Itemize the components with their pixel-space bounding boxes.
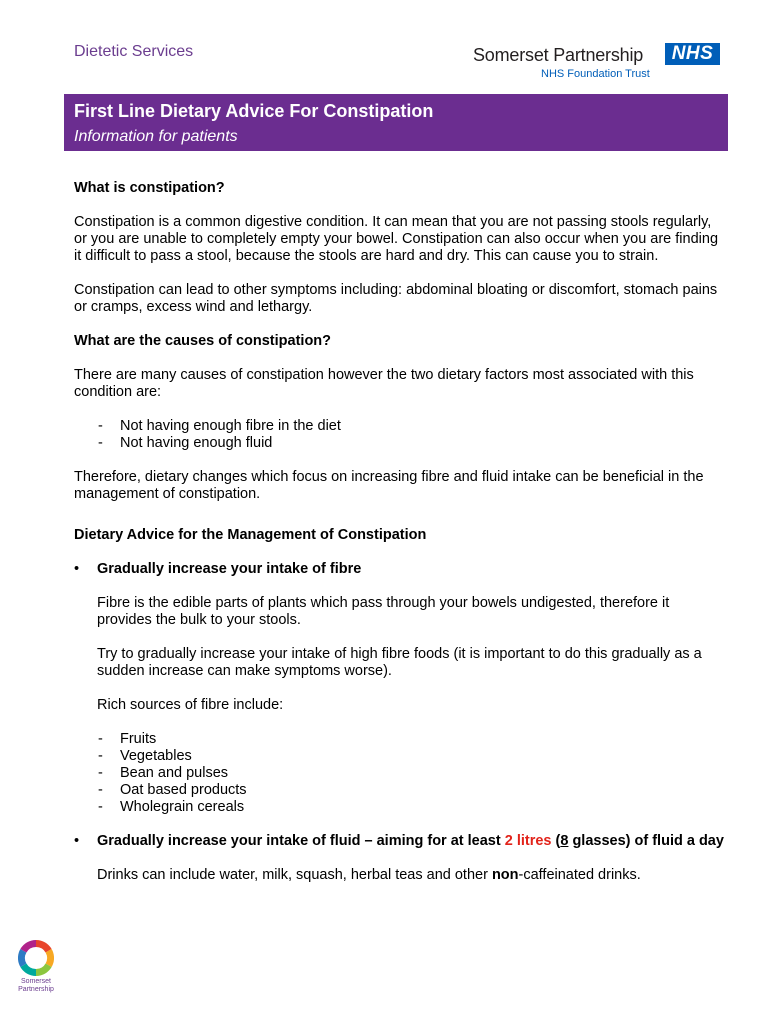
bullet-text-post: glasses) of fluid a day (568, 833, 724, 849)
section-heading-dietary-advice: Dietary Advice for the Management of Constipation (74, 527, 427, 543)
bullet-icon: • (74, 833, 80, 849)
bullet-fibre (74, 561, 724, 578)
page-subtitle: Information for patients (74, 128, 238, 145)
dash-icon: - (98, 731, 103, 747)
logo-label (16, 978, 56, 994)
bullet-text-open: ( (551, 833, 561, 849)
dash-icon: - (98, 799, 103, 815)
dash-icon: - (98, 418, 103, 434)
drinks-text-pre: Drinks can include water, milk, squash, herbal teas and other (97, 867, 492, 883)
section-heading-causes: What are the causes of constipation? (74, 333, 332, 349)
trust-name: Somerset Partnership (473, 45, 644, 65)
list-item-text: Bean and pulses (120, 765, 229, 781)
title-banner (64, 94, 728, 151)
dash-icon: - (98, 782, 103, 798)
paragraph: Constipation is a common digestive condition. It can mean that you are not passing stools regularly, or you are unable to completely empty your bowel. Constipation can also occur when you are finding it difficult to pass a stool, because the stools are hard and dry. This can cause you to strain. (74, 214, 719, 264)
nhs-logo: NHS (665, 43, 720, 65)
list-item-text: Not having enough fibre in the diet (120, 418, 341, 434)
fluid-amount-highlight: 2 litres (504, 833, 552, 849)
list-item (74, 435, 724, 452)
drinks-text-bold: non (491, 867, 519, 883)
list-item-text: Not having enough fluid (120, 435, 273, 451)
drinks-text-post: -caffeinated drinks. (518, 867, 641, 883)
document-body (74, 180, 724, 884)
list-item-text: Wholegrain cereals (120, 799, 245, 815)
paragraph: There are many causes of constipation however the two dietary factors most associated with this condition are: (74, 367, 694, 400)
bullet-icon: • (74, 561, 80, 577)
list-item (74, 748, 724, 765)
trust-logo (473, 42, 723, 82)
paragraph: Rich sources of fibre include: (97, 697, 284, 713)
bullet-text: Gradually increase your intake of fibre (97, 561, 362, 577)
trust-subtitle: NHS Foundation Trust (541, 68, 650, 80)
list-item (74, 765, 724, 782)
logo-label-line2: Partnership (18, 986, 54, 993)
bullet-text-pre: Gradually increase your intake of fluid – aiming for at least (97, 833, 505, 849)
list-item-text: Fruits (120, 731, 157, 747)
list-item (74, 731, 724, 748)
dash-icon: - (98, 748, 103, 764)
paragraph-drinks (74, 867, 724, 884)
ring-logo-icon (18, 940, 54, 976)
causes-list (74, 418, 724, 452)
paragraph: Constipation can lead to other symptoms including: abdominal bloating or discomfort, stomach pains or cramps, excess wind and lethargy. (74, 282, 718, 315)
fibre-sources-list (74, 731, 724, 816)
paragraph: Fibre is the edible parts of plants which pass through your bowels undigested, therefore it provides the bulk to your stools. (97, 595, 670, 628)
logo-label-line1: Somerset (21, 978, 51, 985)
list-item (74, 799, 724, 816)
dash-icon: - (98, 435, 103, 451)
paragraph: Try to gradually increase your intake of high fibre foods (it is important to do this gradually as a sudden increase can make symptoms worse). (97, 646, 702, 679)
page-title: First Line Dietary Advice For Constipation (74, 101, 434, 121)
paragraph: Therefore, dietary changes which focus on increasing fibre and fluid intake can be beneficial in the management of constipation. (74, 469, 704, 502)
somerset-partnership-logo (16, 940, 56, 1000)
list-item-text: Vegetables (120, 748, 192, 764)
bullet-fluid (74, 833, 724, 850)
list-item (74, 418, 724, 435)
section-heading-what-is: What is constipation? (74, 180, 225, 196)
dash-icon: - (98, 765, 103, 781)
glasses-count: 8 (560, 833, 569, 849)
list-item-text: Oat based products (120, 782, 247, 798)
list-item (74, 782, 724, 799)
department-name: Dietetic Services (74, 43, 194, 60)
